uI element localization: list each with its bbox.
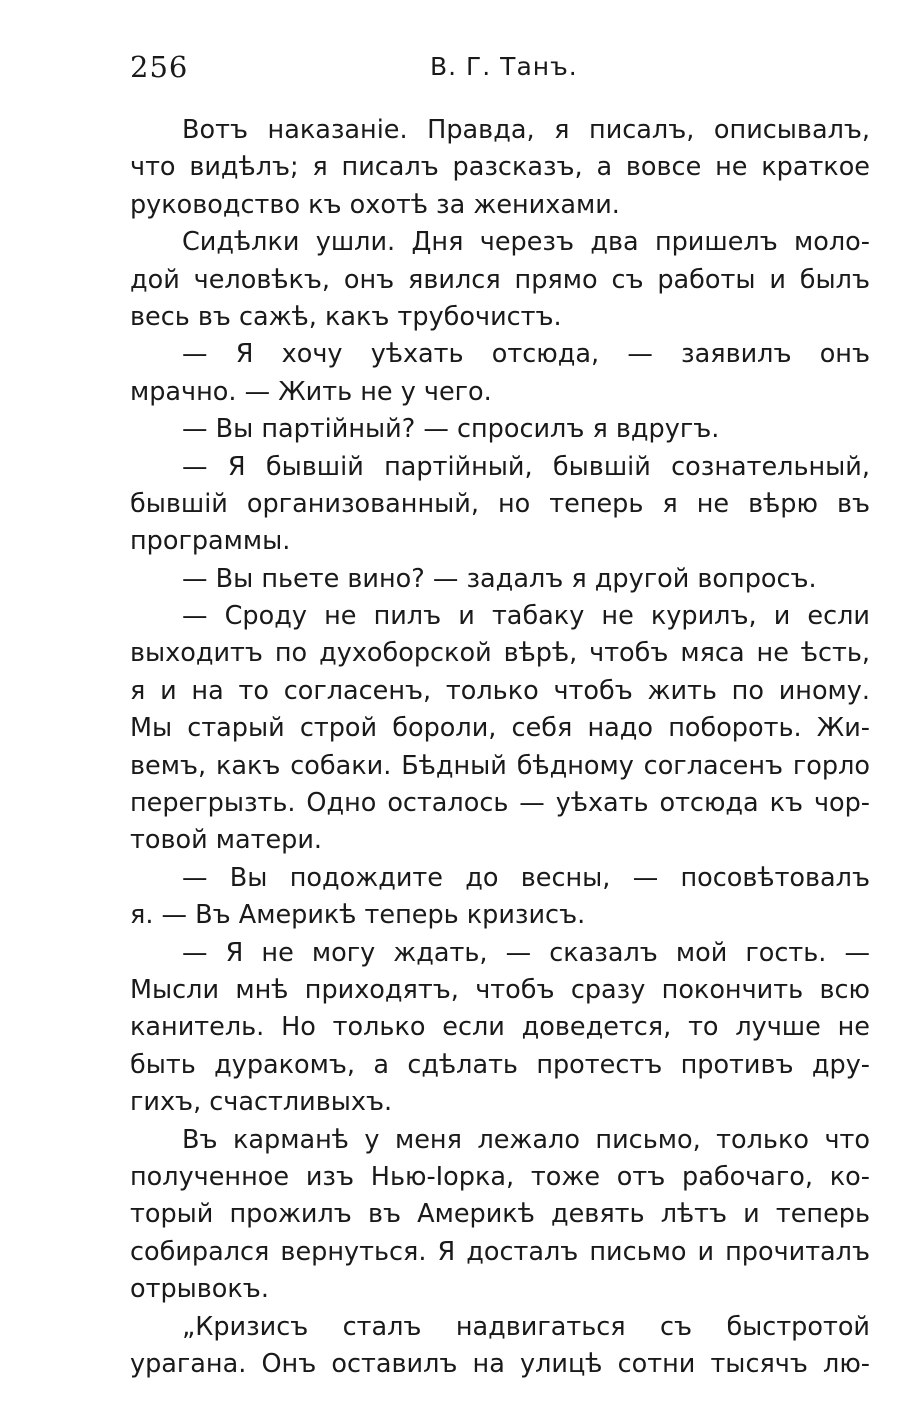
paragraph <box>130 224 870 336</box>
paragraph <box>130 411 870 448</box>
text-line: быть дуракомъ, а сдѣлать протестъ противъ дру- <box>130 1049 870 1080</box>
text-line: Мы старый строй бороли, себя надо побороть. Жи- <box>130 713 870 744</box>
text-line: весь въ сажѣ, какъ трубочистъ. <box>130 301 562 332</box>
text-line: дой человѣкъ, онъ явился прямо съ работы и былъ <box>130 264 870 295</box>
text-line: выходитъ по духоборской вѣрѣ, чтобъ мяса не ѣсть, <box>130 638 870 669</box>
text-line: бывшій организованный, но теперь я не вѣрю въ <box>130 488 870 519</box>
paragraph <box>130 935 870 1122</box>
text-line: я. — Въ Америкѣ теперь кризисъ. <box>130 900 586 931</box>
text-line: — Сроду не пилъ и табаку не курилъ, и если <box>182 601 870 632</box>
text-line: собирался вернуться. Я досталъ письмо и прочиталъ <box>130 1236 870 1267</box>
text-line: вемъ, какъ собаки. Бѣдный бѣдному согласенъ горло <box>130 750 870 781</box>
text-line: канитель. Но только если доведется, то лучше не <box>130 1012 870 1043</box>
text-line: Мысли мнѣ приходятъ, чтобъ сразу покончить всю <box>130 974 870 1005</box>
text-line: что видѣлъ; я писалъ разсказъ, а вовсе не краткое <box>130 152 870 183</box>
text-line: — Вы пьете вино? — задалъ я другой вопросъ. <box>182 563 817 594</box>
text-line: Сидѣлки ушли. Дня черезъ два пришелъ моло- <box>182 227 870 258</box>
paragraph <box>130 1122 870 1309</box>
text-line: товой матери. <box>130 825 323 856</box>
text-line: Въ карманѣ у меня лежало письмо, только что <box>182 1124 870 1155</box>
text-line: отрывокъ. <box>130 1274 269 1305</box>
running-head: В. Г. Танъ. <box>430 52 578 81</box>
text-line: мрачно. — Жить не у чего. <box>130 376 492 407</box>
paragraph <box>130 598 870 860</box>
text-line: — Я хочу уѣхать отсюда, — заявилъ онъ <box>182 339 870 370</box>
body-text <box>130 112 870 1383</box>
text-line: „Кризисъ сталъ надвигаться съ быстротой <box>182 1311 870 1342</box>
text-line: — Я не могу ждать, — сказалъ мой гость. — <box>182 937 870 968</box>
paragraph <box>130 449 870 561</box>
paragraph <box>130 860 870 935</box>
text-line: перегрызть. Одно осталось — уѣхать отсюда къ чор- <box>130 788 870 819</box>
text-line: — Я бывшій партійный, бывшій сознательный, <box>182 451 870 482</box>
text-line: Вотъ наказаніе. Правда, я писалъ, описывалъ, <box>182 115 870 145</box>
text-line: полученное изъ Нью-Іорка, тоже отъ рабочаго, ко- <box>130 1161 870 1192</box>
text-line: — Вы подождите до весны, — посовѣтовалъ <box>182 862 870 893</box>
paragraph <box>130 336 870 411</box>
text-line: руководство къ охотѣ за женихами. <box>130 189 620 220</box>
text-line: урагана. Онъ оставилъ на улицѣ сотни тысячъ лю- <box>130 1348 870 1379</box>
paragraph <box>130 112 870 224</box>
text-line: программы. <box>130 526 291 557</box>
text-line: гихъ, счастливыхъ. <box>130 1087 393 1118</box>
paragraph <box>130 1309 870 1384</box>
text-line: торый прожилъ въ Америкѣ девять лѣтъ и теперь <box>130 1199 870 1230</box>
page-number: 256 <box>130 50 189 84</box>
text-line: я и на то согласенъ, только чтобъ жить по иному. <box>130 675 870 706</box>
paragraph <box>130 561 870 598</box>
text-line: — Вы партійный? — спросилъ я вдругъ. <box>182 414 720 445</box>
page-header <box>130 50 870 90</box>
